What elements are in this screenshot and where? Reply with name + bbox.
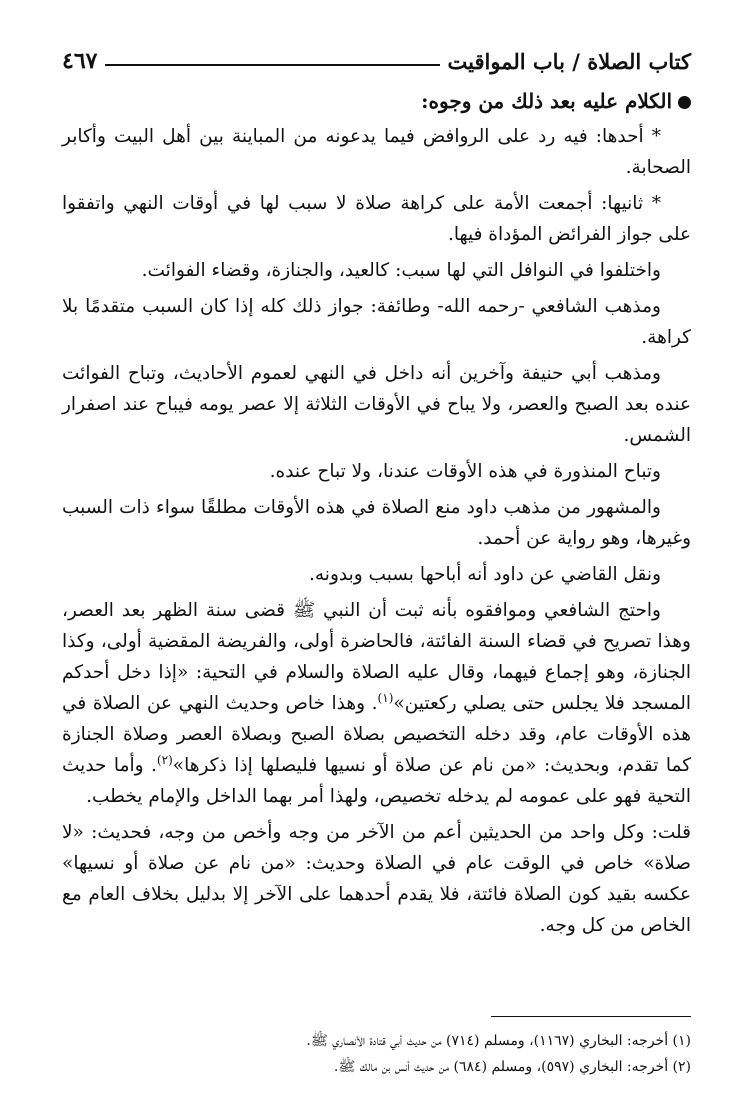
paragraph-5: ومذهب أبي حنيفة وآخرين أنه داخل في النهي لعموم الأحاديث، وتباح الفوائت عنده بعد الصبح والعصر، ولا يباح في الأوقات الثلاثة إلا عصر يومه فيباح عند اصفرار الشمس. bbox=[62, 363, 691, 446]
footnote-1: (١) أخرجه: البخاري (١١٦٧)، ومسلم (٧١٤) من حديث أبي قتادة الأنصاري ﷺ. bbox=[306, 1033, 691, 1049]
footnotes bbox=[62, 1028, 691, 1080]
footnote-divider bbox=[491, 1016, 691, 1017]
page-number: ٤٦٧ bbox=[62, 48, 98, 74]
paragraph-9-part-a: واحتج الشافعي وموافقوه بأنه ثبت أن النبي ﷺ قضى سنة الظهر بعد العصر، وهذا تصريح في قضاء السنة الفائتة، فالحاضرة أولى، والفريضة المقضية أولى، وكذا الجنازة، وهو إجماع فيهما، وقال عليه الصلاة والسلام في التحية: «إذا دخل أحدكم المسجد فلا يجلس حتى يصلي ركعتين» bbox=[62, 600, 691, 714]
footnote-2: (٢) أخرجه: البخاري (٥٩٧)، ومسلم (٦٨٤) من حديث أنس بن مالك ﷺ. bbox=[333, 1059, 691, 1075]
paragraph-1-text: أحدها: فيه رد على الروافض فيما يدعونه من المباينة بين أهل البيت وأكابر الصحابة. bbox=[62, 126, 691, 178]
section-heading bbox=[62, 86, 691, 117]
page-body bbox=[62, 86, 691, 946]
bullet-dot-icon bbox=[678, 96, 691, 109]
paragraph-9 bbox=[62, 595, 691, 812]
paragraph-1 bbox=[62, 121, 691, 183]
paragraph-2-text: ثانيها: أجمعت الأمة على كراهة صلاة لا سبب لها في أوقات النهي واتفقوا على جواز الفرائض المؤداة فيها. bbox=[62, 193, 691, 245]
paragraph-4: ومذهب الشافعي -رحمه الله- وطائفة: جواز ذلك كله إذا كان السبب متقدمًا بلا كراهة. bbox=[62, 296, 691, 348]
header-rule bbox=[105, 64, 439, 66]
running-header bbox=[62, 40, 691, 74]
paragraph-10: قلت: وكل واحد من الحديثين أعم من الآخر من وجه وأخص من وجه، فحديث: «لا صلاة» خاص في الوقت عام في الصلاة وحديث: «من نام عن صلاة أو نسيها» عكسه بقيد كون الصلاة فائتة، فلا يقدم أحدهما على الآخر إلا بدليل بخلاف العام مع الخاص من كل وجه. bbox=[62, 822, 692, 936]
paragraph-3: واختلفوا في النوافل التي لها سبب: كالعيد، والجنازة، وقضاء الفوائت. bbox=[141, 260, 661, 281]
footnote-ref-1[interactable]: (١) bbox=[377, 690, 394, 705]
paragraph-6: وتباح المنذورة في هذه الأوقات عندنا، ولا تباح عنده. bbox=[269, 461, 661, 482]
paragraph-9-part-b: . وهذا خاص وحديث النهي عن الصلاة في هذه الأوقات عام، وقد دخله التخصيص بصلاة الصبح وبصلاة العصر وصلاة الجنازة كما تقدم، وبحديث: «من نام عن صلاة أو نسيها فليصلها إذا ذكرها» bbox=[62, 693, 691, 776]
header-title: كتاب الصلاة / باب المواقيت bbox=[447, 49, 691, 74]
asterisk-icon: * bbox=[651, 193, 661, 214]
paragraph-7: والمشهور من مذهب داود منع الصلاة في هذه الأوقات مطلقًا سواء ذات السبب وغيرها، وهو رواية عن أحمد. bbox=[62, 497, 691, 549]
paragraph-8: ونقل القاضي عن داود أنه أباحها بسبب وبدونه. bbox=[309, 564, 661, 585]
asterisk-icon: * bbox=[651, 126, 661, 147]
footnote-ref-2[interactable]: (٢) bbox=[156, 752, 173, 767]
section-heading-text: الكلام عليه بعد ذلك من وجوه: bbox=[421, 89, 672, 113]
paragraph-9-part-c: . وأما حديث التحية فهو على عمومه لم يدخله تخصيص، ولهذا أمر بهما الداخل والإمام يخطب. bbox=[62, 755, 691, 807]
paragraph-2 bbox=[62, 188, 691, 250]
